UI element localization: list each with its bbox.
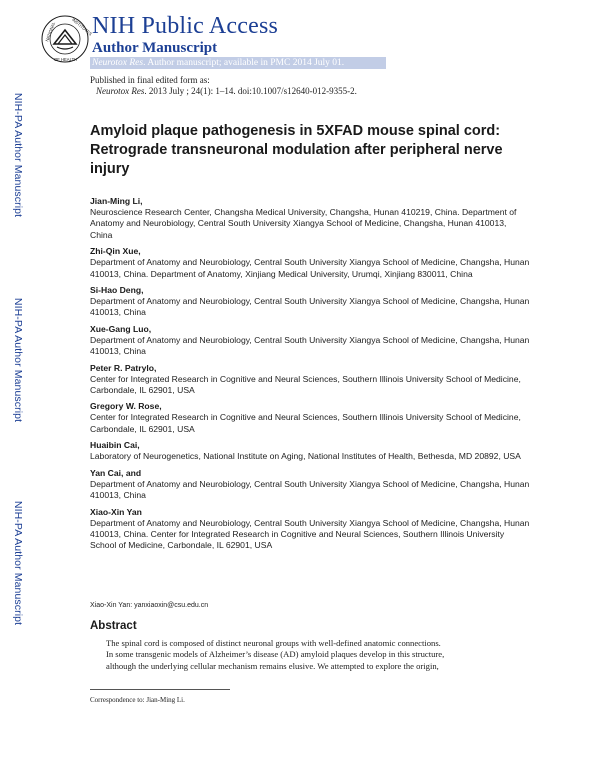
author-name: Zhi-Qin Xue, xyxy=(90,246,141,257)
citation-line xyxy=(96,86,357,96)
author-name: Gregory W. Rose, xyxy=(90,401,162,412)
footnote-divider xyxy=(90,689,230,690)
correspondence-footnote: Correspondence to: Jian-Ming Li. xyxy=(90,696,185,704)
author-entry xyxy=(90,196,530,241)
author-affiliation: Center for Integrated Research in Cognitive and Neural Sciences, Southern Illinois University School of Medicine, Carbondale, IL 62901, USA xyxy=(90,412,521,434)
side-watermark-bottom xyxy=(10,488,26,638)
author-name: Yan Cai, and xyxy=(90,467,142,478)
nih-public-access-heading: NIH Public Access xyxy=(92,13,279,39)
abstract-heading: Abstract xyxy=(90,620,137,632)
svg-text:INSTITUTES: INSTITUTES xyxy=(71,17,93,37)
author-entry xyxy=(90,363,530,397)
abstract-line: The spinal cord is composed of distinct neuronal groups with well-defined anatomic connections. xyxy=(106,638,441,648)
author-manuscript-heading: Author Manuscript xyxy=(92,40,218,56)
author-name: Xue-Gang Luo, xyxy=(90,323,152,334)
author-name: Si-Hao Deng, xyxy=(90,285,144,296)
author-affiliation: Department of Anatomy and Neurobiology, Central South University Xiangya School of Medicine, Changsha, Hunan 410013, China xyxy=(90,478,530,501)
side-watermark-text: NIH-PA Author Manuscript xyxy=(12,297,24,423)
abstract-body xyxy=(106,638,526,672)
author-name: Peter R. Patrylo, xyxy=(90,362,157,373)
author-affiliation: Center for Integrated Research in Cognitive and Neural Sciences, Southern Illinois University School of Medicine, Carbondale, IL 62901, USA xyxy=(90,373,521,396)
banner-journal: Neurotox Res xyxy=(92,58,144,68)
svg-text:NATIONAL: NATIONAL xyxy=(44,21,57,43)
author-entry xyxy=(90,440,530,462)
author-entry xyxy=(90,468,530,502)
author-affiliation: Department of Anatomy and Neurobiology, Central South University Xiangya School of Medicine, Changsha, Hunan 410013, China. Department of Anatomy, Xinjiang Medical University, Urumqi, Xinjiang 830011, China xyxy=(90,257,530,279)
author-affiliation: Laboratory of Neurogenetics, National Institute on Aging, National Institutes of Health, Bethesda, MD 20892, USA xyxy=(90,451,521,462)
author-entry xyxy=(90,401,530,435)
author-name: Xiao-Xin Yan xyxy=(90,506,142,517)
author-list xyxy=(90,196,530,557)
side-watermark-top xyxy=(10,80,26,230)
svg-text:OF HEALTH: OF HEALTH xyxy=(54,57,78,62)
availability-note xyxy=(92,57,344,69)
author-affiliation: Department of Anatomy and Neurobiology, Central South University Xiangya School of Medicine, Changsha, Hunan 410013, China xyxy=(90,334,530,357)
published-label: Published in final edited form as: xyxy=(90,75,210,85)
author-affiliation: Department of Anatomy and Neurobiology, Central South University Xiangya School of Medicine, Changsha, Hunan 410013, China xyxy=(90,296,530,318)
side-watermark-middle xyxy=(10,285,26,435)
article-title: Amyloid plaque pathogenesis in 5XFAD mouse spinal cord: Retrograde transneuronal modulation after peripheral nerve injury xyxy=(90,123,503,177)
banner-availability-text: . Author manuscript; available in PMC 2014 July 01. xyxy=(143,58,345,68)
author-entry xyxy=(90,285,530,319)
author-entry xyxy=(90,324,530,358)
author-affiliation: Department of Anatomy and Neurobiology, Central South University Xiangya School of Medicine, Changsha, Hunan 410013, China. Center for Integrated Research in Cognitive and Neural Sciences, Southern Illinois University School of Medicine, Carbondale, IL 62901, USA xyxy=(90,517,530,551)
author-affiliation: Neuroscience Research Center, Changsha Medical University, Changsha, Hunan 410219, China. Department of Anatomy and Neurobiology, Central South University Xiangya School of Medicine, Changsha, Hunan 410013, China xyxy=(90,207,517,240)
side-watermark-text: NIH-PA Author Manuscript xyxy=(12,92,24,218)
author-entry xyxy=(90,507,530,552)
author-entry xyxy=(90,246,530,280)
author-name: Jian-Ming Li, xyxy=(90,196,143,206)
citation-details: . 2013 July ; 24(1): 1–14. doi:10.1007/s12640-012-9355-2. xyxy=(144,86,357,96)
abstract-line: In some transgenic models of Alzheimer’s disease (AD) amyloid plaques develop in this structure, xyxy=(106,649,445,660)
nih-seal-logo xyxy=(40,14,93,64)
side-watermark-text: NIH-PA Author Manuscript xyxy=(12,500,24,626)
author-name: Huaibin Cai, xyxy=(90,440,140,451)
contact-email: Xiao-Xin Yan: yanxiaoxin@csu.edu.cn xyxy=(90,602,209,609)
citation-journal: Neurotox Res xyxy=(96,86,145,96)
abstract-line: although the underlying cellular mechanism remains elusive. We attempted to explore the origin, xyxy=(106,660,439,671)
